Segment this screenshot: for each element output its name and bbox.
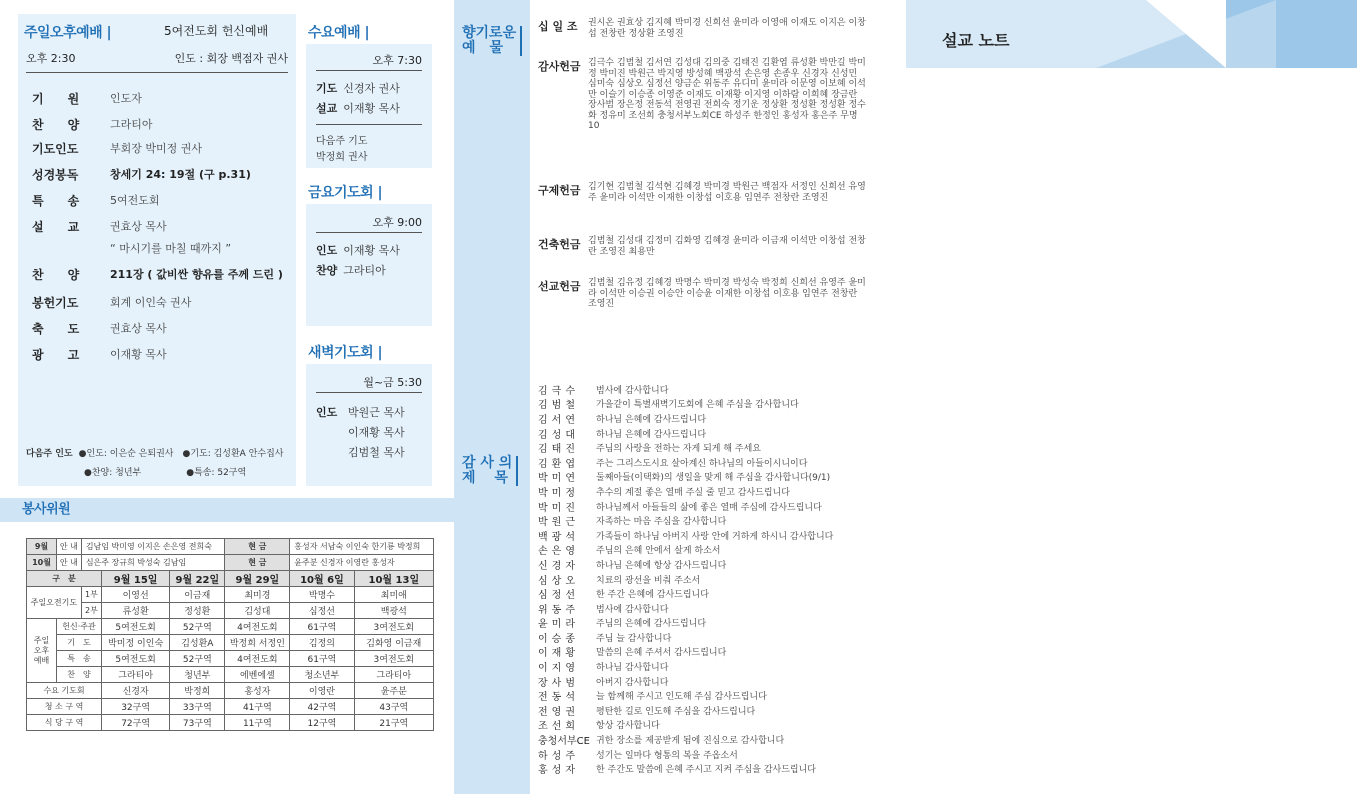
thanks-name: 윤미라 — [538, 619, 579, 631]
table-cell: 32구역 — [102, 699, 170, 715]
sunday-title: 주일오후예배 | — [24, 25, 112, 41]
sunday-order-row — [32, 192, 294, 209]
table-cell: 9월 15일 — [102, 571, 170, 587]
table-cell: 4여전도회 — [225, 619, 290, 635]
thanks-message: 성기는 일마다 형통의 복을 주옵소서 — [596, 750, 738, 761]
offering-label: 건축헌금 — [538, 238, 581, 251]
thanks-name: 하성주 — [538, 750, 579, 762]
table-cell: 찬 양 — [57, 667, 102, 683]
thanks-message: 귀한 장소를 제공받게 됨에 진심으로 감사합니다 — [596, 736, 785, 747]
thanks-name: 박미정 — [538, 487, 579, 499]
thanks-name: 백광석 — [538, 531, 579, 543]
order-label: 광 고 — [32, 348, 80, 362]
thanks-row — [538, 543, 868, 558]
table-cell: 4여전도회 — [225, 651, 290, 667]
thanks-row — [538, 586, 868, 601]
thanks-name: 박미연 — [538, 473, 579, 485]
thanks-message: 주는 그리스도시요 살아계신 하나님의 아들이시니이다 — [596, 458, 808, 469]
thanks-name: 홍성자 — [538, 765, 579, 777]
table-cell: 기 도 — [57, 635, 102, 651]
table-cell: 이금재 — [170, 587, 225, 603]
offering-names: 김극수 김범철 김서연 김성대 김의중 김태진 김환엽 류성환 박만길 박미정 박미진 박원근 박지영 방성혜 백광석 손은영 손종우 신경자 신성민 심미숙 심상오 심정선 양금순 위동주 유디미 윤미라 이문영 이보혜 이석만 이슬기 이승종 이영준 이재도 이재황 이지영 이하람 이희혜 장금란 장사범 장은정 전동석 전영권 전희숙 정기운 정상환 정성환 정성환 정수화 정유미 조선희 충청서부노회CE 하성주 한정인 홍성자 홍은주 무명10 — [588, 58, 866, 131]
table-cell: 42구역 — [290, 699, 354, 715]
sunday-order-row — [32, 140, 294, 157]
table-cell: 3여전도회 — [354, 619, 433, 635]
table-cell: 박정희 — [170, 683, 225, 699]
table-cell: 김화영 이금재 — [354, 635, 433, 651]
offering-heading: 향기로운 예 물 — [462, 26, 522, 56]
table-row — [27, 539, 434, 555]
next-line-2: ●찬양: 청년부 ●특송: 52구역 — [84, 468, 247, 478]
wednesday-row-sermon: 설교 이재황 목사 — [316, 102, 400, 115]
thanks-row — [538, 688, 868, 703]
table-cell: 10월 — [27, 555, 57, 571]
thanks-name: 심상오 — [538, 575, 579, 587]
thanks-row — [538, 645, 868, 660]
wednesday-title: 수요예배 | — [308, 25, 370, 41]
offering-label: 선교헌금 — [538, 280, 581, 293]
order-value: 창세기 24: 19절 (구 p.31) — [110, 168, 251, 181]
thanks-list — [538, 382, 868, 776]
sunday-order-row — [32, 218, 294, 235]
table-cell: 현 금 — [225, 539, 290, 555]
dawn-panel — [306, 364, 432, 486]
sunday-subtitle: 5여전도회 헌신예배 — [164, 24, 269, 38]
offering-names: 김기현 김범철 김석현 김혜경 박미경 박원근 백점자 서정인 신희선 유영주 윤미라 이석만 이재한 이창섭 이호용 임연주 전창란 조영진 — [588, 182, 866, 203]
table-cell: 안 내 — [57, 539, 82, 555]
thanks-row — [538, 411, 868, 426]
table-cell: 안 내 — [57, 555, 82, 571]
order-label: 축 도 — [32, 322, 80, 336]
table-cell: 정성환 — [170, 603, 225, 619]
thanks-name: 김환엽 — [538, 458, 579, 470]
thanks-row — [538, 484, 868, 499]
sermon-note-header — [906, 0, 1357, 68]
order-label: 성경봉독 — [32, 168, 79, 182]
table-cell: 윤주분 — [354, 683, 433, 699]
table-cell: 2부 — [81, 603, 101, 619]
table-cell: 5여전도회 — [102, 651, 170, 667]
thanks-message: 하나님 은혜에 항상 감사드립니다 — [596, 560, 727, 571]
thanks-name: 김서연 — [538, 414, 579, 426]
table-cell: 최미애 — [354, 587, 433, 603]
table-cell: 특 송 — [57, 651, 102, 667]
thanks-row — [538, 761, 868, 776]
thanks-row — [538, 470, 868, 485]
sermon-note-title: 설교 노트 — [942, 31, 1010, 50]
table-cell: 청년부 — [170, 667, 225, 683]
thanks-row — [538, 557, 868, 572]
thanks-message: 범사에 감사합니다 — [596, 385, 669, 396]
offering-item — [538, 278, 868, 310]
table-cell: 1부 — [81, 587, 101, 603]
sunday-order-row — [32, 294, 294, 311]
thanks-name: 김태진 — [538, 444, 579, 456]
table-cell: 구 분 — [27, 571, 102, 587]
friday-time: 오후 9:00 — [372, 216, 422, 229]
thanks-heading: 감 사 의 제 목 — [462, 456, 518, 486]
thanks-row — [538, 572, 868, 587]
order-value: 권효상 목사 — [110, 322, 167, 335]
friday-title: 금요기도회 | — [308, 185, 383, 201]
thanks-message: 하나님께서 아들들의 삶에 좋은 열매 주심에 감사드립니다 — [596, 502, 822, 513]
center-separator — [454, 0, 530, 794]
thanks-name: 조선희 — [538, 721, 579, 733]
next-line-1: ●인도: 이은순 은퇴권사 ●기도: 김성환A 안수집사 — [78, 449, 284, 459]
offering-names: 김범철 김성대 김정미 김화영 김혜경 윤미라 이금재 이석만 이창섭 전창란 조영진 최용만 — [588, 236, 866, 257]
table-cell: 박미정 이인숙 — [102, 635, 170, 651]
thanks-message: 아버지 감사합니다 — [596, 677, 669, 688]
order-value: “ 마시기를 마칠 때까지 ” — [110, 242, 232, 255]
table-row — [27, 683, 434, 699]
dawn-leader-1: 박원근 목사 — [348, 406, 405, 419]
wednesday-row-prayer: 기도 신경자 권사 — [316, 82, 400, 95]
thanks-row — [538, 513, 868, 528]
thanks-name: 신경자 — [538, 560, 579, 572]
thanks-message: 주님의 은혜 안에서 살게 하소서 — [596, 546, 721, 557]
thanks-name: 충청서부CE — [538, 736, 590, 748]
sunday-order-row — [32, 266, 294, 283]
offering-label: 감사헌금 — [538, 60, 581, 73]
offering-item — [538, 182, 868, 203]
thanks-name: 박원근 — [538, 517, 579, 529]
thanks-message: 둘째아들(이택화)의 생일을 맞게 해 주심을 감사합니다(9/1) — [596, 473, 831, 484]
volunteers-title: 봉사위원 — [0, 498, 454, 522]
order-value: 인도자 — [110, 92, 142, 105]
dawn-title: 새벽기도회 | — [308, 345, 383, 361]
table-row — [27, 715, 434, 731]
thanks-message: 추수의 계절 좋은 열매 주실 줄 믿고 감사드립니다 — [596, 487, 790, 498]
thanks-message: 한 주간 은혜에 감사드립니다 — [596, 590, 709, 601]
thanks-row — [538, 397, 868, 412]
sunday-next-week — [26, 446, 283, 478]
sunday-order-row — [32, 346, 294, 363]
thanks-row — [538, 499, 868, 514]
table-cell: 41구역 — [225, 699, 290, 715]
table-cell: 류성환 — [102, 603, 170, 619]
wednesday-time: 오후 7:30 — [372, 54, 422, 67]
thanks-row — [538, 616, 868, 631]
sunday-order-row — [32, 166, 294, 183]
order-label: 특 송 — [32, 194, 80, 208]
thanks-row — [538, 630, 868, 645]
thanks-message: 주님의 은혜에 감사드립니다 — [596, 619, 707, 630]
table-cell: 홍성자 서남숙 이인숙 한기룡 박정희 — [290, 539, 434, 555]
table-cell: 식 당 구 역 — [27, 715, 102, 731]
table-cell: 10월 13일 — [354, 571, 433, 587]
offering-names: 권시온 권효상 김지혜 박미경 신희선 윤미라 이영애 이재도 이지은 이창섭 전창란 정상환 조영진 — [588, 18, 866, 39]
table-cell: 김성대 — [225, 603, 290, 619]
thanks-message: 주님의 사랑을 전하는 자게 되게 해 주세요 — [596, 444, 761, 455]
offering-label: 십 일 조 — [538, 20, 578, 33]
table-cell: 박명수 — [290, 587, 354, 603]
volunteers-table — [26, 538, 434, 731]
order-value: 이재황 목사 — [110, 348, 167, 361]
dawn-leader-3: 김범철 목사 — [348, 446, 405, 459]
offering-label: 구제헌금 — [538, 184, 581, 197]
thanks-name: 위동주 — [538, 604, 579, 616]
table-cell: 61구역 — [290, 619, 354, 635]
table-cell: 주일오전기도 — [27, 587, 82, 619]
thanks-name: 장사범 — [538, 677, 579, 689]
table-cell: 9월 29일 — [225, 571, 290, 587]
thanks-message: 치료의 광선을 비춰 주소서 — [596, 575, 701, 586]
table-cell: 에벤에셀 — [225, 667, 290, 683]
offering-names: 김범철 김유정 김혜경 박명수 박미경 박성숙 박정희 신희선 유영주 윤미라 이석만 이승권 이승안 이승윤 이재한 이창섭 이호용 임연주 전창란 조영진 — [588, 278, 866, 309]
thanks-name: 김범철 — [538, 400, 579, 412]
thanks-message: 범사에 감사합니다 — [596, 604, 669, 615]
thanks-name: 이재황 — [538, 648, 579, 660]
table-cell: 43구역 — [354, 699, 433, 715]
offering-item — [538, 18, 868, 39]
thanks-name: 박미진 — [538, 502, 579, 514]
thanks-name: 이지영 — [538, 663, 579, 675]
table-row — [27, 555, 434, 571]
table-cell: 현 금 — [225, 555, 290, 571]
order-value: 211장 ( 값비싼 향유를 주께 드린 ) — [110, 268, 283, 281]
thanks-message: 늘 함께해 주시고 인도해 주심 감사드립니다 — [596, 692, 767, 703]
dawn-time: 월~금 5:30 — [363, 376, 422, 389]
table-cell: 헌신·주관 — [57, 619, 102, 635]
thanks-message: 자족하는 마음 주심을 감사합니다 — [596, 517, 727, 528]
table-row — [27, 587, 434, 603]
sunday-service-panel — [18, 14, 296, 486]
table-cell: 61구역 — [290, 651, 354, 667]
table-row — [27, 699, 434, 715]
table-cell: 홍성자 — [225, 683, 290, 699]
thanks-row — [538, 703, 868, 718]
thanks-name: 전영권 — [538, 706, 579, 718]
table-cell: 3여전도회 — [354, 651, 433, 667]
order-value: 5여전도회 — [110, 194, 160, 207]
thanks-message: 말씀의 은혜 주셔서 감사드립니다 — [596, 648, 727, 659]
order-value: 그라티아 — [110, 118, 153, 131]
thanks-message: 가족들이 하나님 아버지 사랑 안에 거하게 하시니 감사합니다 — [596, 531, 834, 542]
sunday-order-row — [32, 116, 294, 133]
table-cell: 52구역 — [170, 651, 225, 667]
table-cell: 청소년부 — [290, 667, 354, 683]
table-cell: 박정희 서정인 — [225, 635, 290, 651]
table-cell: 이영선 — [102, 587, 170, 603]
thanks-row — [538, 528, 868, 543]
order-label: 찬 양 — [32, 268, 80, 282]
thanks-row — [538, 426, 868, 441]
dawn-leader-label: 인도 — [316, 406, 338, 419]
table-row — [27, 619, 434, 635]
table-cell: 수요 기도회 — [27, 683, 102, 699]
offering-item — [538, 58, 868, 132]
sunday-time-row — [26, 50, 288, 73]
next-label: 다음주 인도 — [26, 449, 73, 459]
order-label: 찬 양 — [32, 118, 80, 132]
thanks-row — [538, 659, 868, 674]
table-header-row — [27, 571, 434, 587]
table-cell: 최미경 — [225, 587, 290, 603]
table-cell: 9월 — [27, 539, 57, 555]
table-cell: 5여전도회 — [102, 619, 170, 635]
thanks-row — [538, 440, 868, 455]
thanks-name: 심정선 — [538, 590, 579, 602]
sunday-leader: 인도 : 회장 백점자 권사 — [174, 52, 288, 65]
sunday-order-row — [32, 320, 294, 337]
table-cell: 청 소 구 역 — [27, 699, 102, 715]
table-cell: 이영란 — [290, 683, 354, 699]
order-value: 회계 이인숙 권사 — [110, 296, 192, 309]
thanks-message: 하나님 은혜에 감사드립니다 — [596, 414, 707, 425]
thanks-name: 이승종 — [538, 633, 579, 645]
order-value: 권효상 목사 — [110, 220, 167, 233]
thanks-name: 손은영 — [538, 546, 579, 558]
table-cell: 심은주 장규희 박성숙 김남임 — [81, 555, 225, 571]
order-label: 설 교 — [32, 220, 80, 234]
table-cell: 52구역 — [170, 619, 225, 635]
order-label: 기도인도 — [32, 142, 79, 156]
thanks-message: 평탄한 길로 인도해 주심을 감사드립니다 — [596, 706, 756, 717]
thanks-row — [538, 747, 868, 762]
table-cell: 김남임 박미영 이지은 손은영 전희숙 — [81, 539, 225, 555]
thanks-row — [538, 718, 868, 733]
wednesday-next-name: 박정희 권사 — [316, 152, 368, 163]
table-cell: 11구역 — [225, 715, 290, 731]
friday-row-praise: 찬양 그라티아 — [316, 264, 386, 277]
table-cell: 김성환A — [170, 635, 225, 651]
thanks-row — [538, 674, 868, 689]
thanks-message: 주님 늘 감사합니다 — [596, 633, 672, 644]
friday-panel — [306, 204, 432, 326]
thanks-name: 전동석 — [538, 692, 579, 704]
order-value: 부회장 박미정 권사 — [110, 142, 203, 155]
thanks-message: 가을같이 특별새벽기도회에 은혜 주심을 감사합니다 — [596, 400, 799, 411]
offering-item — [538, 236, 868, 257]
sunday-time: 오후 2:30 — [26, 52, 76, 65]
table-cell: 그라티아 — [354, 667, 433, 683]
thanks-row — [538, 601, 868, 616]
thanks-row — [538, 455, 868, 470]
dawn-leader-2: 이재황 목사 — [348, 426, 405, 439]
table-row — [27, 603, 434, 619]
thanks-message: 항상 감사합니다 — [596, 721, 660, 732]
table-row — [27, 651, 434, 667]
order-label — [32, 240, 110, 256]
thanks-name: 김성대 — [538, 429, 579, 441]
table-cell: 그라티아 — [102, 667, 170, 683]
table-cell: 9월 22일 — [170, 571, 225, 587]
table-row — [27, 667, 434, 683]
table-cell: 심정선 — [290, 603, 354, 619]
table-cell: 주일 오후 예배 — [27, 619, 57, 683]
table-cell: 10월 6일 — [290, 571, 354, 587]
thanks-row — [538, 382, 868, 397]
wednesday-next-label: 다음주 기도 — [316, 136, 368, 147]
table-cell: 김정의 — [290, 635, 354, 651]
thanks-row — [538, 732, 868, 747]
friday-row-leader: 인도 이재황 목사 — [316, 244, 400, 257]
sunday-order-row — [32, 240, 294, 256]
thanks-message: 한 주간도 말씀에 은혜 주시고 지켜 주심을 감사드립니다 — [596, 765, 816, 776]
table-cell: 신경자 — [102, 683, 170, 699]
table-cell: 12구역 — [290, 715, 354, 731]
table-cell: 73구역 — [170, 715, 225, 731]
sunday-order-row — [32, 90, 294, 107]
order-label: 봉헌기도 — [32, 296, 79, 310]
table-cell: 21구역 — [354, 715, 433, 731]
wednesday-panel — [306, 44, 432, 168]
table-cell: 72구역 — [102, 715, 170, 731]
table-row — [27, 635, 434, 651]
table-cell: 33구역 — [170, 699, 225, 715]
table-cell: 윤주분 신경자 이영란 홍성자 — [290, 555, 434, 571]
thanks-message: 하나님 은혜에 감사드립니다 — [596, 429, 707, 440]
order-label: 기 원 — [32, 92, 80, 106]
thanks-name: 김극수 — [538, 385, 579, 397]
thanks-message: 하나님 감사합니다 — [596, 663, 669, 674]
table-cell: 백광석 — [354, 603, 433, 619]
